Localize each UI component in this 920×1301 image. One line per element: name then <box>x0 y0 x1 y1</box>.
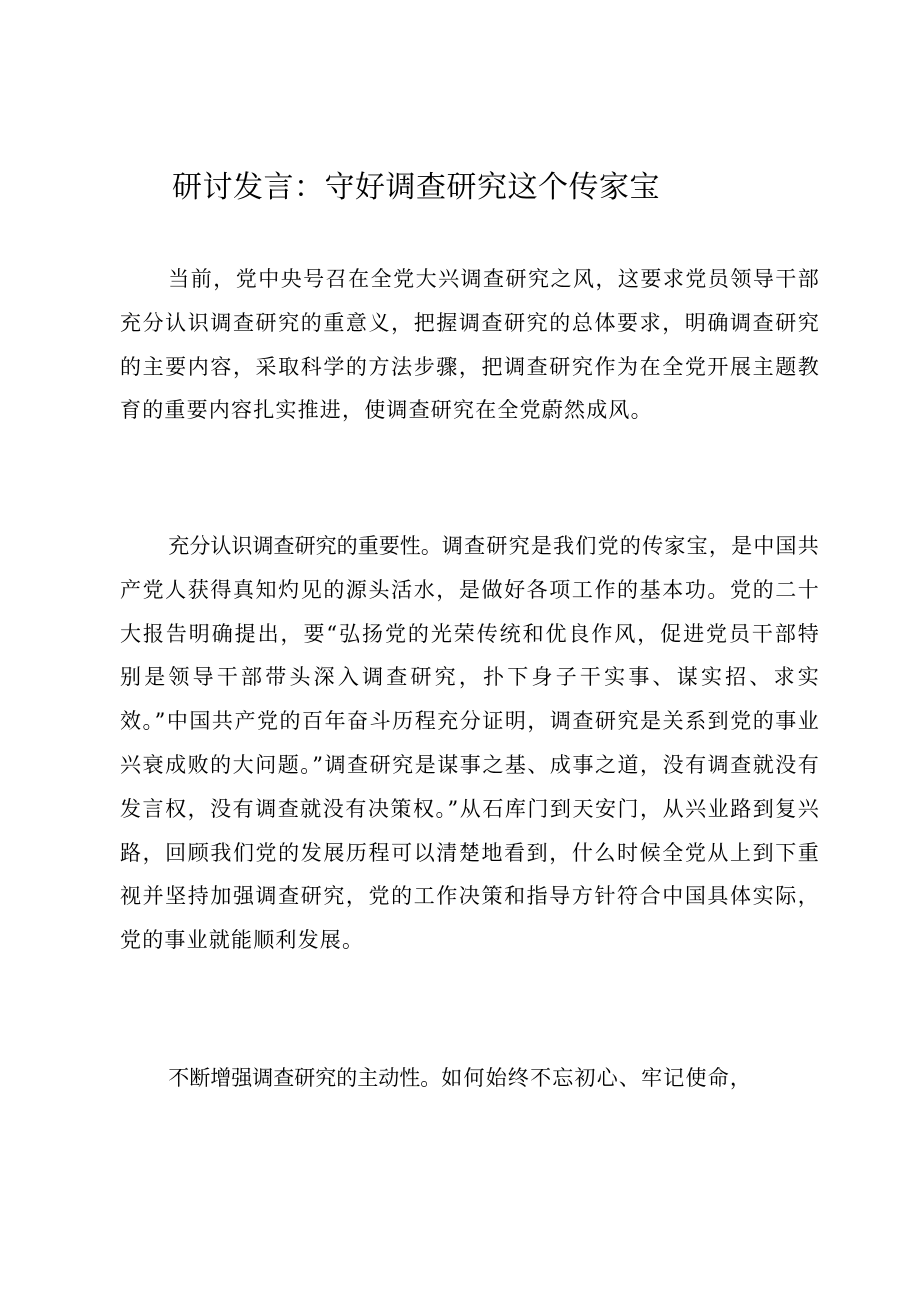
paragraph-importance <box>120 525 820 963</box>
paragraph-intro <box>120 258 820 433</box>
paragraph-body: 当前，党中央号召在全党大兴调查研究之风，这要求党员领导干部充分认识调查研究的重意义，把握调查研究的总体要求，明确调查研究的主要内容，采取科学的方法步骤，把调查研究作为在全党开展主题教育的重要内容扎实推进，使调查研究在全党蔚然成风。 <box>120 267 820 423</box>
paragraph-body: 调查研究是我们党的传家宝，是中国共产党人获得真知灼见的源头活水，是做好各项工作的基本功。党的二十大报告明确提出，要“弘扬党的光荣传统和优良作风，促进党员干部特别是领导干部带头深入调查研究，扑下身子干实事、谋实招、求实效。”中国共产党的百年奋斗历程充分证明，调查研究是关系到党的事业兴衰成败的大问题。”调查研究是谋事之基、成事之道，没有调查就没有发言权，没有调查就没有决策权。”从石库门到天安门，从兴业路到复兴路，回顾我们党的发展历程可以清楚地看到，什么时候全党从上到下重视并坚持加强调查研究，党的工作决策和指导方针符合中国具体实际，党的事业就能顺利发展。 <box>120 534 821 953</box>
paragraph-heading: 不断增强调查研究的主动性。 <box>168 1066 442 1090</box>
paragraph-body: 如何始终不忘初心、牢记使命， <box>441 1066 753 1090</box>
paragraph-heading: 充分认识调查研究的重要性。 <box>168 534 442 558</box>
document-title: 研讨发言：守好调查研究这个传家宝 <box>172 170 660 205</box>
paragraph-initiative <box>120 1057 820 1101</box>
